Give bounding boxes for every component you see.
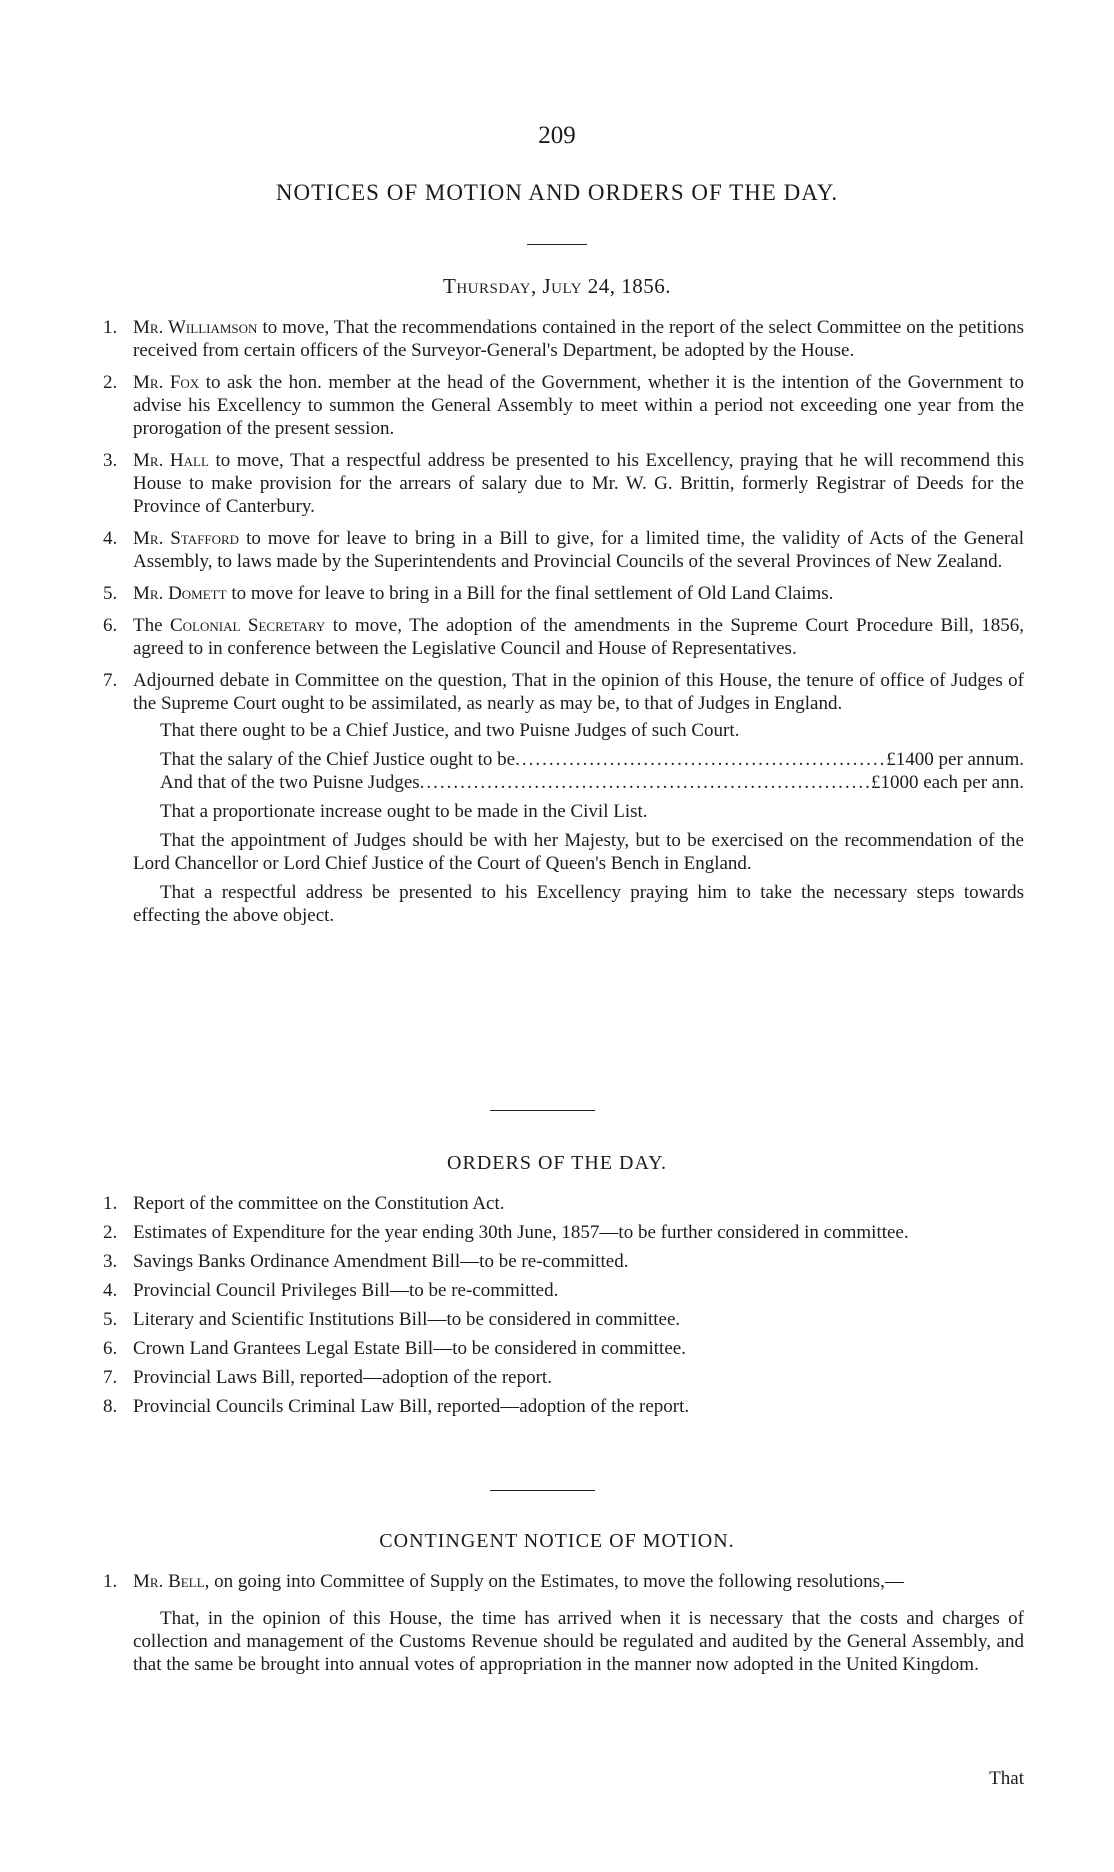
order-text: Savings Banks Ordinance Amendment Bill—to be re-committed. [133, 1251, 629, 1272]
order-text: Report of the committee on the Constitution Act. [133, 1193, 505, 1214]
order-item [0, 1337, 1114, 1360]
order-item [0, 1221, 1114, 1244]
salary-amount: £1000 each per ann. [871, 772, 1024, 793]
notice-number: 6. [103, 615, 118, 636]
order-item [0, 1366, 1114, 1389]
salary-label: That the salary of the Chief Justice ought to be [160, 749, 516, 770]
catchword: That [989, 1768, 1024, 1789]
notice-item [0, 316, 1114, 362]
order-text: Provincial Council Privileges Bill—to be re-committed. [133, 1280, 559, 1301]
notice-text: to move, That the recommendations contained in the report of the select Committee on the petitions received from certain officers of the Surveyor-General's Department, be adopted by the House. [133, 317, 1024, 361]
order-number: 2. [103, 1222, 118, 1243]
member-name: Colonial Secretary [170, 615, 326, 636]
order-text: Provincial Laws Bill, reported—adoption of the report. [133, 1367, 552, 1388]
order-number: 4. [103, 1280, 118, 1301]
notice-number: 7. [103, 670, 118, 691]
order-item [0, 1250, 1114, 1273]
order-number: 6. [103, 1338, 118, 1359]
notice-prefix: The [133, 615, 170, 636]
notice-text: to move for leave to bring in a Bill to give, for a limited time, the validity of Acts of the General Assembly, to laws made by the Superintendents and Provincial Councils of the several Provinces of New Zealand. [133, 528, 1024, 572]
title-rule [527, 244, 587, 245]
notice-number: 1. [103, 317, 118, 338]
dot-leader [515, 748, 886, 771]
notices-list [0, 316, 1114, 933]
notice-item [0, 582, 1114, 605]
contingent-text: , on going into Committee of Supply on the Estimates, to move the following resolutions,— [204, 1571, 904, 1592]
member-name: Mr. Stafford [133, 528, 240, 549]
order-text: Provincial Councils Criminal Law Bill, reported—adoption of the report. [133, 1396, 690, 1417]
salary-row [0, 771, 1114, 794]
resolution-paragraph: That a proportionate increase ought to be made in the Civil List. [160, 801, 648, 822]
contingent-heading: CONTINGENT NOTICE OF MOTION. [379, 1530, 735, 1552]
salary-row [0, 748, 1114, 771]
notice-number: 4. [103, 528, 118, 549]
member-name: Mr. Fox [133, 372, 200, 393]
section-rule [490, 1110, 595, 1111]
member-name: Mr. Hall [133, 450, 209, 471]
orders-list [0, 1192, 1114, 1424]
salary-amount: £1400 per annum. [886, 749, 1024, 770]
page-number: 209 [538, 122, 576, 149]
member-name: Mr. Williamson [133, 317, 258, 338]
order-item [0, 1279, 1114, 1302]
resolution-paragraph: That there ought to be a Chief Justice, and two Puisne Judges of such Court. [160, 720, 740, 741]
notice-text: to move for leave to bring in a Bill for the final settlement of Old Land Claims. [226, 583, 834, 604]
notice-text: to move, The adoption of the amendments in the Supreme Court Procedure Bill, 1856, agreed to in conference between the Legislative Council and House of Representatives. [133, 615, 1024, 659]
notice-item [0, 669, 1114, 715]
order-item [0, 1192, 1114, 1215]
order-number: 5. [103, 1309, 118, 1330]
notice-item [0, 527, 1114, 573]
order-number: 8. [103, 1396, 118, 1417]
dot-leader [420, 771, 871, 794]
order-text: Estimates of Expenditure for the year ending 30th June, 1857—to be further considered in committee. [133, 1222, 909, 1243]
resolution-paragraph: That, in the opinion of this House, the time has arrived when it is necessary that the costs and charges of collection and management of the Customs Revenue should be regulated and audited by the General Assembly, and that the same be brought into annual votes of appropriation in the manner now adopted in the United Kingdom. [133, 1608, 1024, 1675]
notice-number: 2. [103, 372, 118, 393]
orders-heading: ORDERS OF THE DAY. [447, 1152, 667, 1174]
order-number: 1. [103, 1193, 118, 1214]
contingent-item [0, 1570, 1114, 1593]
notice-text: to ask the hon. member at the head of the Government, whether it is the intention of the Government to advise his Excellency to summon the General Assembly to meet within a period not exceeding one year from the prorogation of the present session. [133, 372, 1024, 439]
order-text: Literary and Scientific Institutions Bill—to be considered in committee. [133, 1309, 681, 1330]
order-number: 7. [103, 1367, 118, 1388]
notice-item [0, 449, 1114, 518]
resolution-paragraph: That the appointment of Judges should be with her Majesty, but to be exercised on the recommendation of the Lord Chancellor or Lord Chief Justice of the Court of Queen's Bench in England. [133, 830, 1024, 874]
contingent-number: 1. [103, 1571, 118, 1592]
notice-item [0, 371, 1114, 440]
member-name: Mr. Bell [133, 1571, 205, 1592]
order-item [0, 1308, 1114, 1331]
notice-number: 5. [103, 583, 118, 604]
member-name: Mr. Domett [133, 583, 227, 604]
date-heading: Thursday, July 24, 1856. [443, 274, 671, 298]
order-item [0, 1395, 1114, 1418]
salary-label: And that of the two Puisne Judges [160, 772, 420, 793]
notice-item [0, 614, 1114, 660]
contingent-list [0, 1570, 1114, 1682]
notice-text: Adjourned debate in Committee on the question, That in the opinion of this House, the tenure of office of Judges of the Supreme Court ought to be assimilated, as nearly as may be, to that of Judges in England. [133, 670, 1024, 714]
notice-number: 3. [103, 450, 118, 471]
notice-text: to move, That a respectful address be presented to his Excellency, praying that he will recommend this House to make provision for the arrears of salary due to Mr. W. G. Brittin, formerly Registrar of Deeds for the Province of Canterbury. [133, 450, 1024, 517]
order-number: 3. [103, 1251, 118, 1272]
section-rule [490, 1490, 595, 1491]
resolution-paragraph: That a respectful address be presented to his Excellency praying him to take the necessary steps towards effecting the above object. [133, 882, 1024, 926]
page-title: NOTICES OF MOTION AND ORDERS OF THE DAY. [275, 180, 839, 205]
order-text: Crown Land Grantees Legal Estate Bill—to be considered in committee. [133, 1338, 686, 1359]
